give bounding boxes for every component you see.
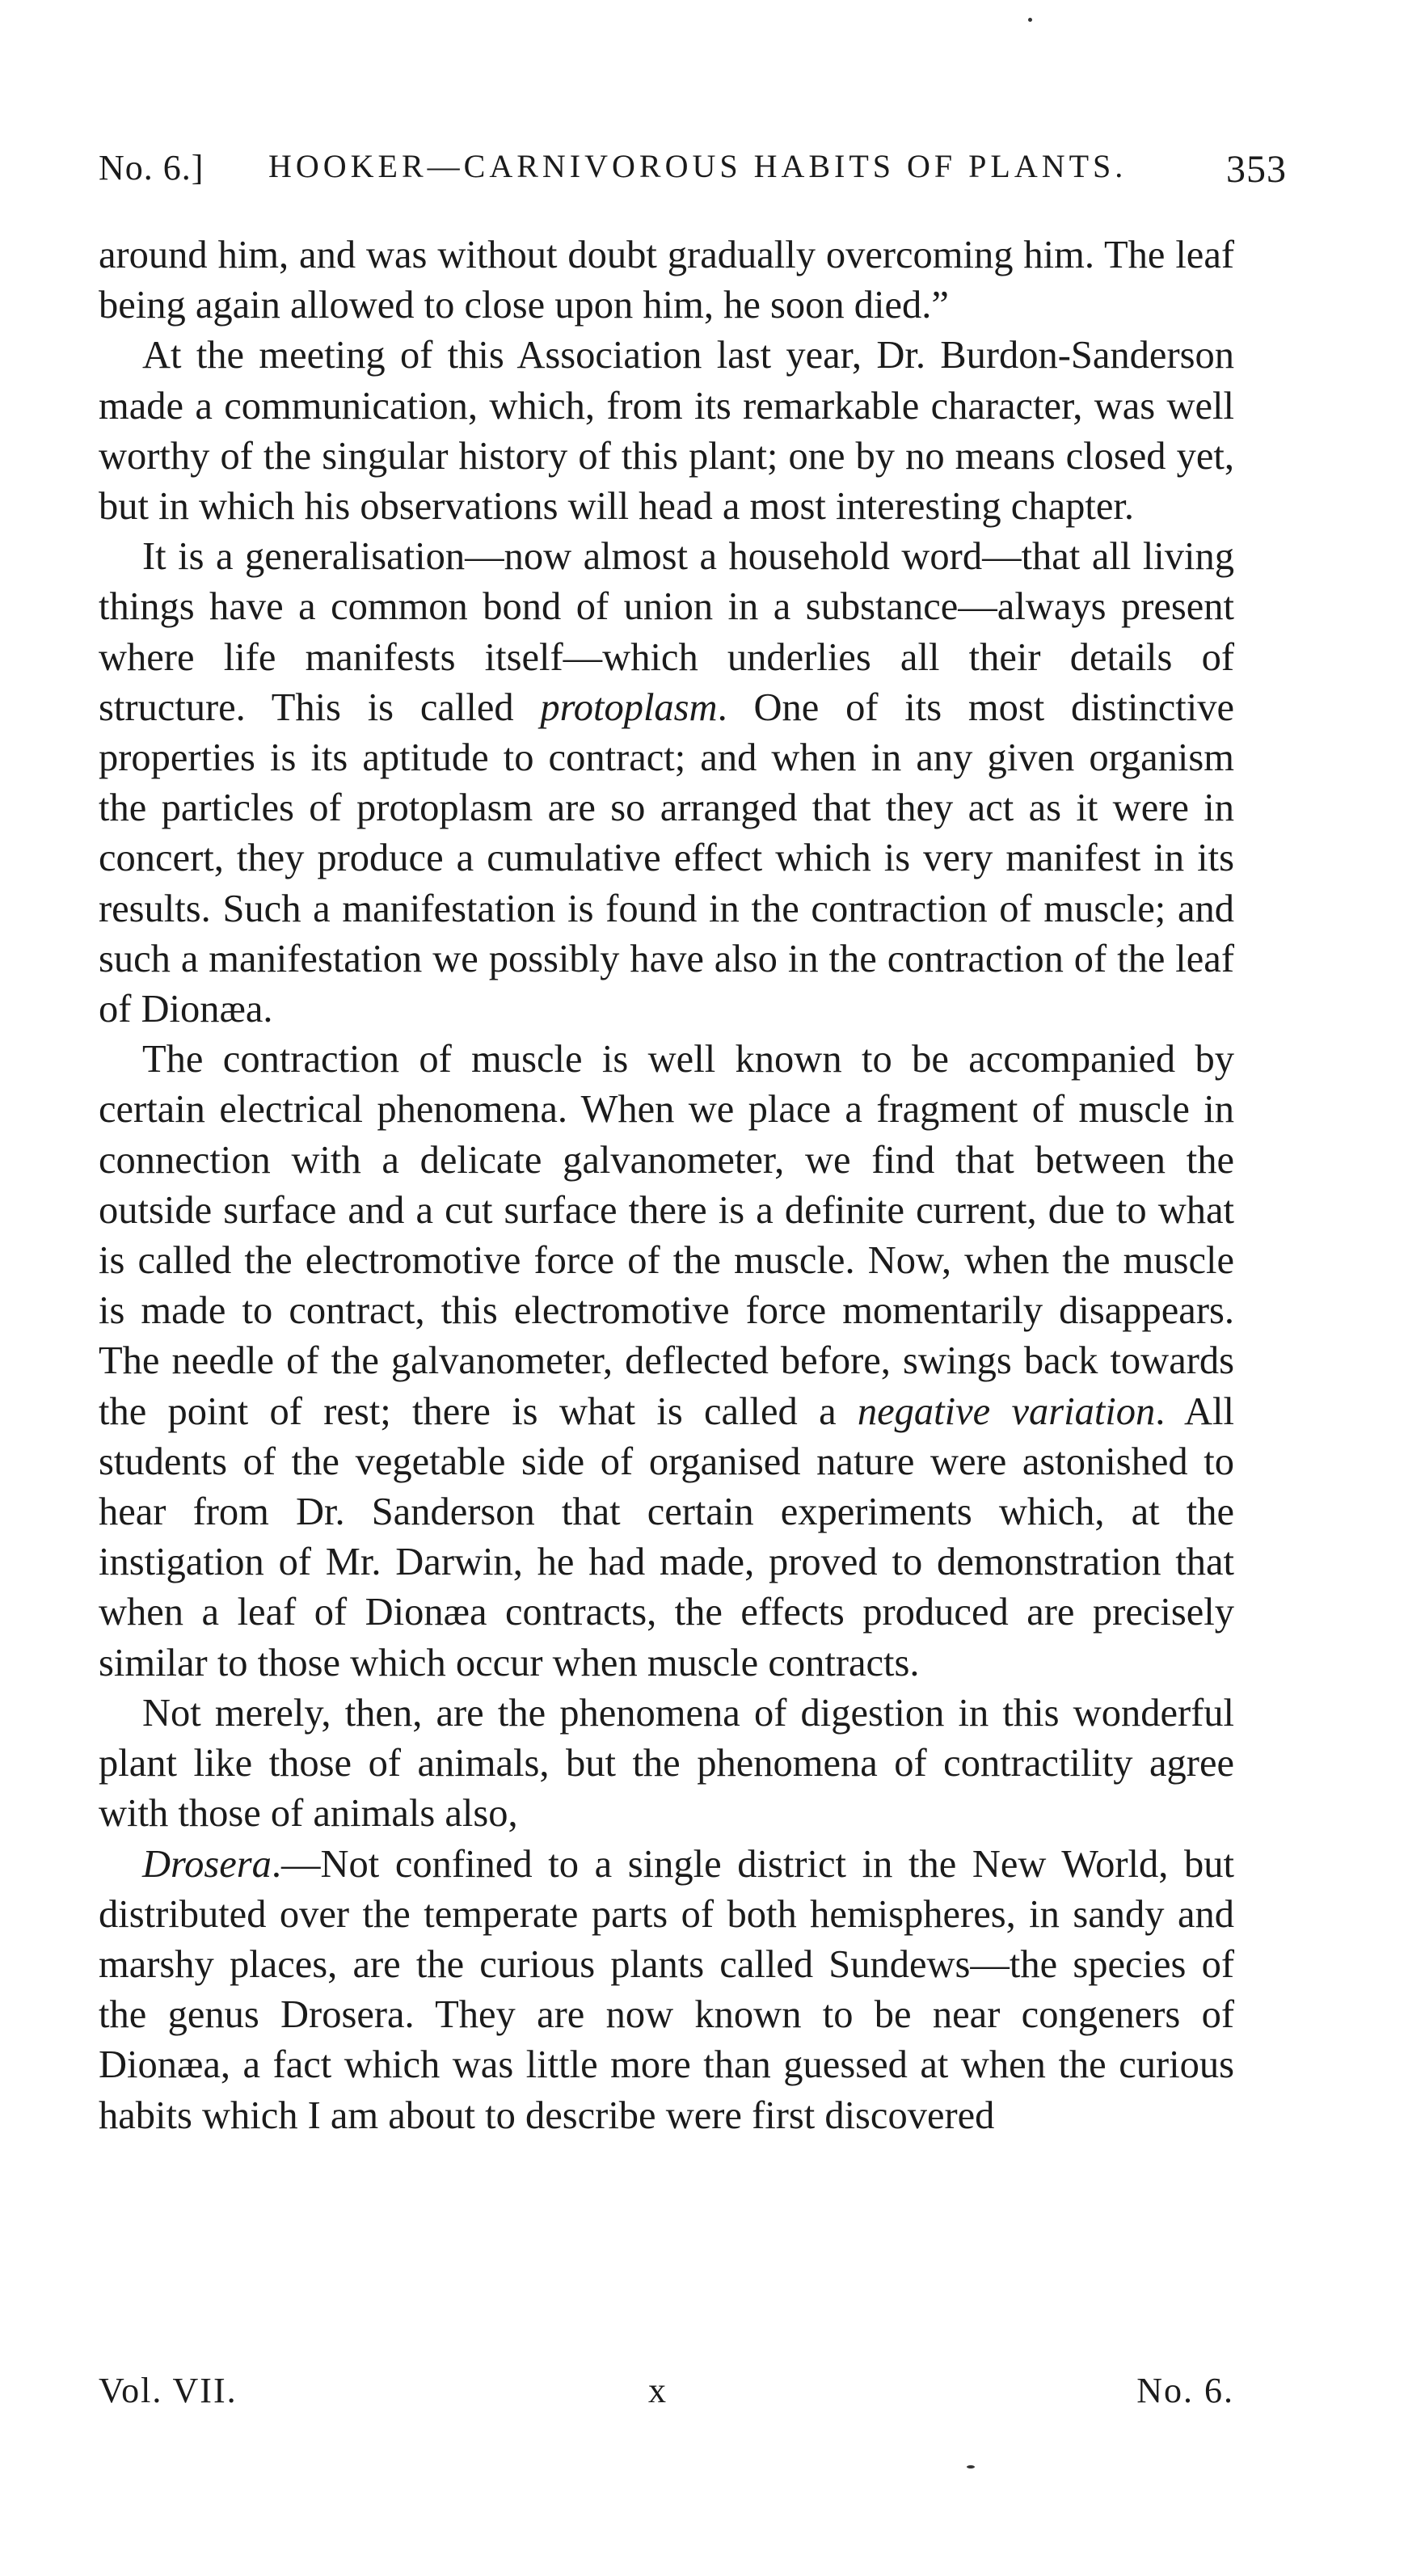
paragraph-p6 — [99, 1840, 1234, 2141]
paragraph-text: Not merely, then, are the phenomena of digestion in this wonderful plant like those of animals, but the phenomena of contractility agree with those of animals also, — [99, 1691, 1234, 1836]
paragraph-p2 — [99, 331, 1234, 532]
paragraph-text: around him, and was without doubt gradually overcoming him. The leaf being again allowed to close upon him, he soon died.” — [99, 234, 1234, 327]
paragraph-text: It is a generalisation—now almost a household word—that all living things have a common bond of union in a substance—always present where life manifests itself—which underlies all their details of structure. This is called — [99, 535, 1234, 729]
header-page-number: 353 — [1226, 148, 1287, 191]
footer-issue-number: No. 6. — [1136, 2371, 1234, 2410]
footer-volume: Vol. VII. — [99, 2371, 238, 2410]
paragraph-p4 — [99, 1035, 1234, 1689]
article-body — [99, 230, 1234, 2141]
print-speck — [1028, 18, 1032, 22]
italic-term: negative variation — [857, 1389, 1156, 1433]
running-header — [99, 147, 1287, 212]
paragraph-p3 — [99, 532, 1234, 1035]
page-footer — [99, 2370, 1234, 2418]
footer-signature-mark: x — [648, 2371, 668, 2410]
paragraph-text: At the meeting of this Association last year, Dr. Burdon-Sanderson made a communication, which, from its remarkable character, was well worthy of the singular history of this plant; one by no means closed yet, but in which his observations will head a most interesting chapter. — [99, 334, 1234, 529]
header-issue-number: No. 6.] — [99, 148, 204, 188]
paragraph-text: . All students of the vegetable side of organised nature were astonished to hear from Dr. Sanderson that certain experiments which, at the instigation of Mr. Darwin, he had made, proved to demonstration that when a leaf of Dionæa contracts, the effects produced are precisely similar to those which occur when muscle contracts. — [99, 1389, 1234, 1684]
paragraph-text: The contraction of muscle is well known to be accompanied by certain electrical phenomena. When we place a fragment of muscle in connection with a delicate galvanometer, we find that between the outside surface and a cut surface there is a definite current, due to what is called the electromotive force of the muscle. Now, when the muscle is made to contract, this electromotive force momentarily disappears. The needle of the galvanometer, deflected before, swings back towards the point of rest; there is what is called a — [99, 1038, 1234, 1433]
paragraph-p1 — [99, 230, 1234, 331]
paragraph-p5 — [99, 1689, 1234, 1840]
print-speck — [967, 2465, 975, 2468]
italic-term: Drosera — [142, 1842, 272, 1886]
paragraph-text: .—Not confined to a single district in the New World, but distributed over the temperate parts of both hemispheres, in sandy and marshy places, are the curious plants called Sundews—the species of the genus Drosera. They are now known to be near congeners of Dionæa, a fact which was little more than guessed at when the curious habits which I am about to describe were first discovered — [99, 1842, 1234, 2137]
italic-term: protoplasm — [540, 685, 718, 729]
paragraph-text: . One of its most distinctive properties is its aptitude to contract; and when in any given organism the particles of protoplasm are so arranged that they act as it were in concert, they produce a cumulative effect which is very manifest in its results. Such a manifestation is found in the contraction of muscle; and such a manifestation we possibly have also in the contraction of the leaf of Dionæa. — [99, 685, 1235, 1031]
header-running-title: HOOKER—CARNIVOROUS HABITS OF PLANTS. — [268, 148, 1128, 184]
